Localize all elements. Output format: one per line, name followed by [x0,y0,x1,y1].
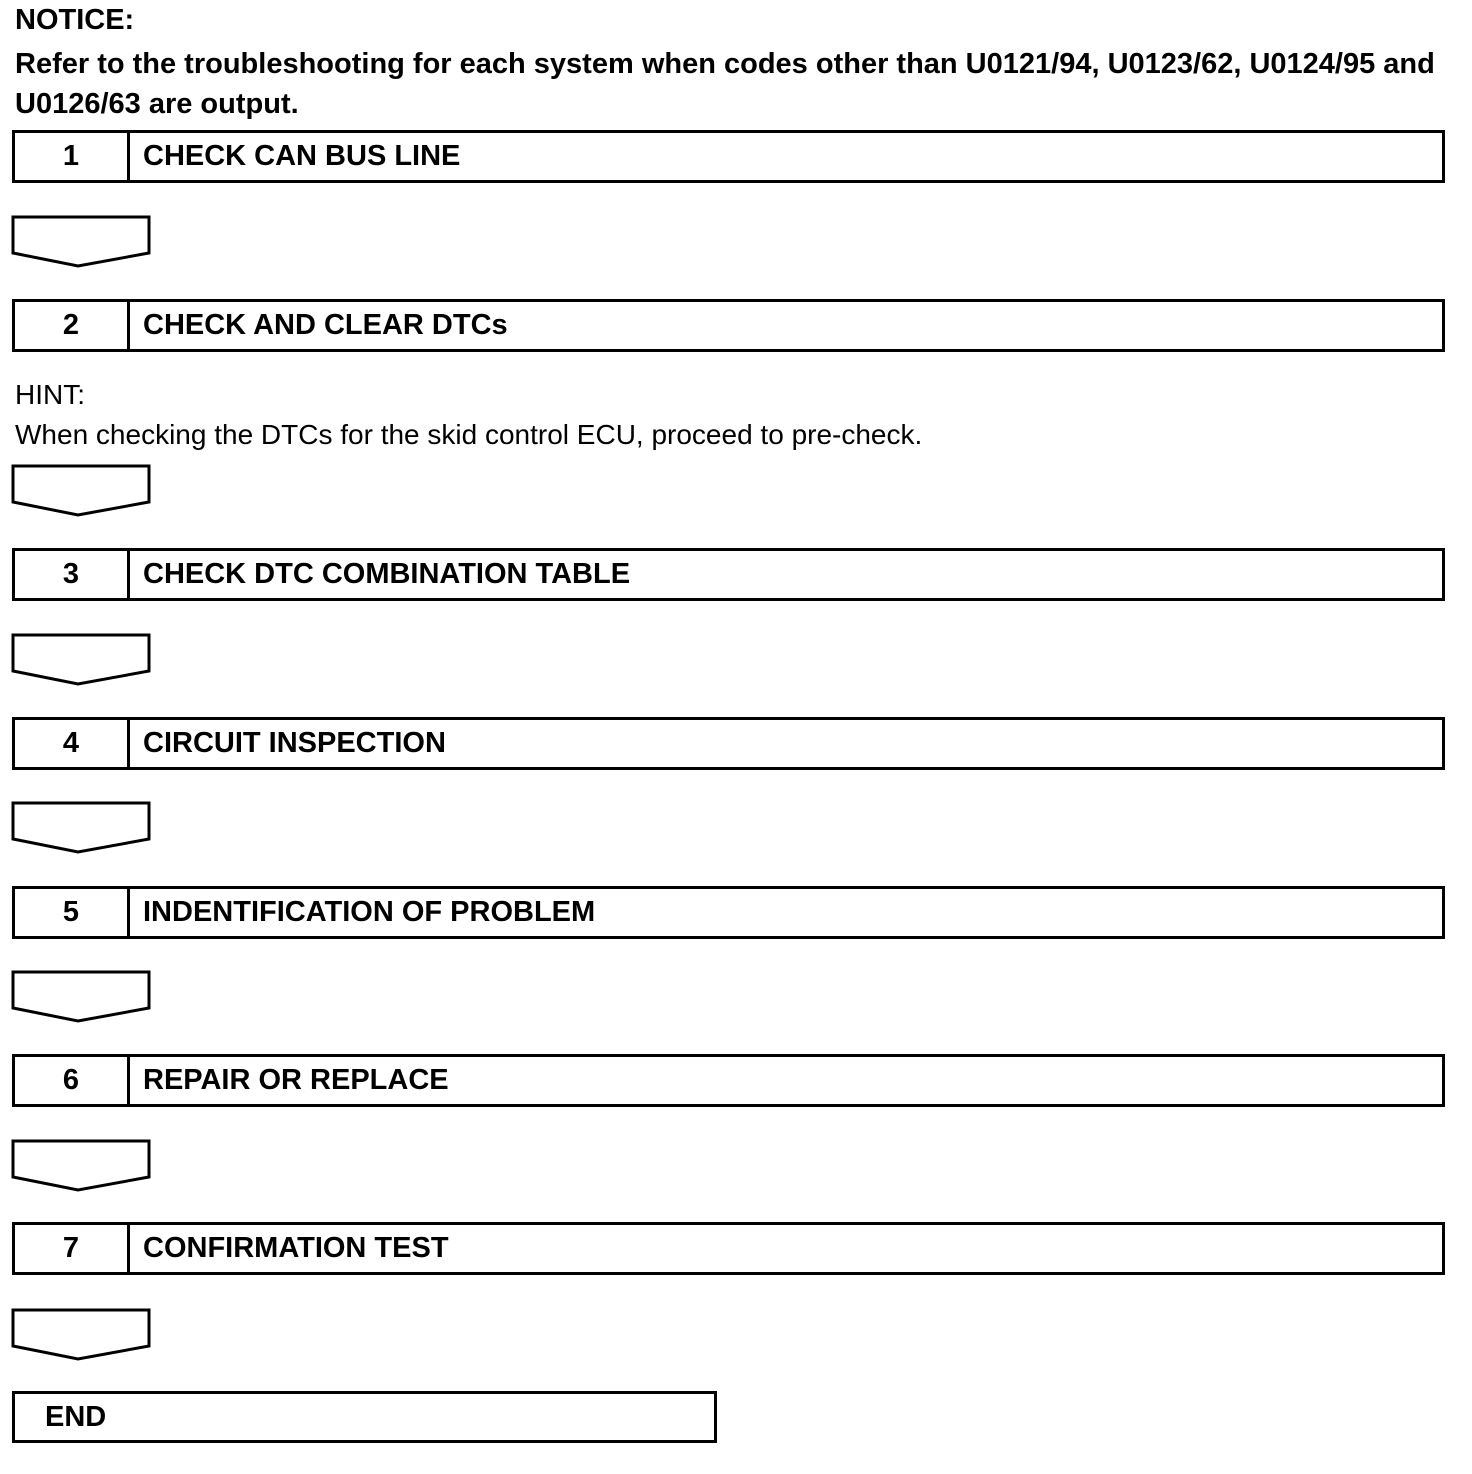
step-2-box [12,299,1445,352]
step-number: 4 [15,720,130,767]
notice-text: Refer to the troubleshooting for each system when codes other than U0121/94, U0123/62, U0124/95 and U0126/63 are output. [15,48,1435,120]
flow-down-arrow-icon [11,1308,151,1362]
step-1-box [12,130,1445,183]
step-number: 3 [15,551,130,598]
step-title: INDENTIFICATION OF PROBLEM [143,896,596,928]
notice-title: NOTICE: [15,4,135,36]
step-number: 6 [15,1057,130,1104]
hint-label: HINT: [15,379,85,410]
step-6-box [12,1054,1445,1107]
flow-down-arrow-icon [11,801,151,855]
end-label: END [45,1400,107,1433]
step-number: 1 [15,133,130,180]
step-7-box [12,1222,1445,1275]
step-number: 7 [15,1225,130,1272]
flow-down-arrow-icon [11,1139,151,1193]
step-3-box [12,548,1445,601]
step-number: 2 [15,302,130,349]
step-number: 5 [15,889,130,936]
step-title: CHECK AND CLEAR DTCs [143,309,508,341]
flow-down-arrow-icon [11,464,151,518]
step-title: CONFIRMATION TEST [143,1232,449,1264]
hint-text: When checking the DTCs for the skid control ECU, proceed to pre-check. [15,419,923,450]
step-title: CIRCUIT INSPECTION [143,727,446,759]
end-box [12,1391,717,1443]
step-title: CHECK DTC COMBINATION TABLE [143,558,631,590]
flow-down-arrow-icon [11,970,151,1024]
step-5-box [12,886,1445,939]
flow-down-arrow-icon [11,215,151,269]
flow-down-arrow-icon [11,633,151,687]
step-4-box [12,717,1445,770]
step-title: REPAIR OR REPLACE [143,1064,449,1096]
step-title: CHECK CAN BUS LINE [143,140,461,172]
